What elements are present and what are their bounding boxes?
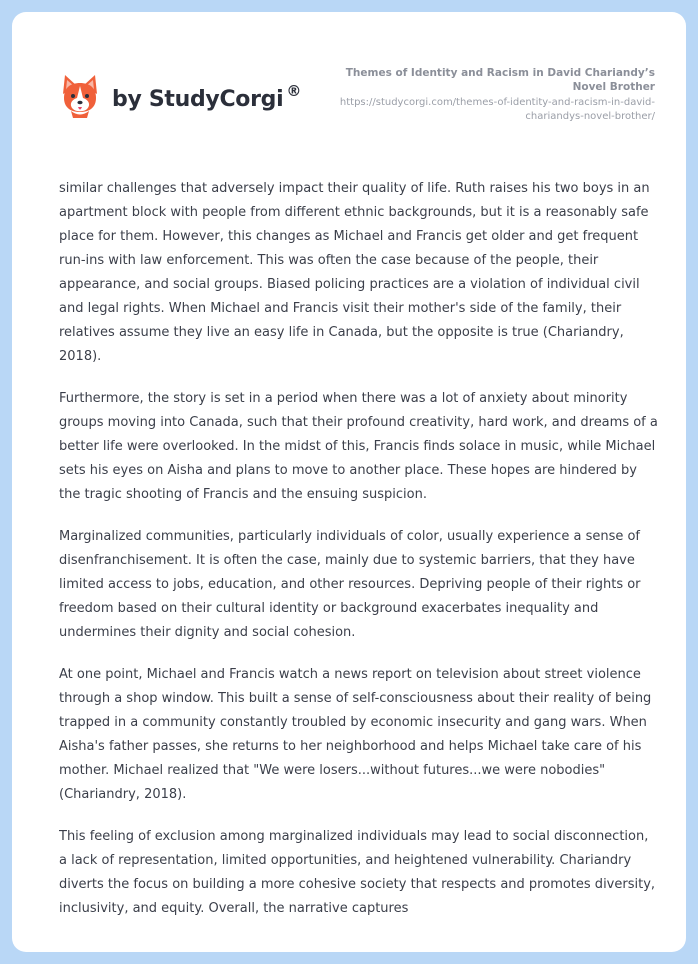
paragraph: similar challenges that adversely impact their quality of life. Ruth raises his two boys in an apartment block with people from different ethnic backgrounds, but it is a reasonably safe place for them. However, this changes as Michael and Francis get older and get frequent run-ins with law enforcement. This was often the case because of the people, their appearance, and social groups. Biased policing practices are a violation of individual civil and legal rights. When Michael and Francis visit their mother's side of the family, their relatives assume they live an easy life in Canada, but the opposite is true (Chariandry, 2018). — [59, 181, 650, 364]
studycorgi-logo[interactable] — [60, 74, 301, 120]
corgi-logo-icon — [60, 74, 100, 120]
brand-name-text: by StudyCorgi — [112, 87, 284, 112]
registered-mark: ® — [286, 82, 302, 100]
page-header — [12, 12, 686, 162]
paragraph: This feeling of exclusion among marginalized individuals may lead to social disconnection, a lack of representation, limited opportunities, and heightened vulnerability. Chariandry diverts the focus on building a more cohesive society that respects and promotes diversity, inclusivity, and equity. Overall, the narrative captures — [59, 829, 656, 916]
document-meta — [315, 66, 655, 124]
paragraph: Marginalized communities, particularly individuals of color, usually experience a sense of disenfranchisement. It is often the case, mainly due to systemic barriers, that they have limited access to jobs, education, and other resources. Depriving people of their rights or freedom based on their cultural identity or background exacerbates inequality and undermines their dignity and social cohesion. — [59, 529, 641, 640]
document-body — [59, 177, 659, 937]
paragraph: Furthermore, the story is set in a period when there was a lot of anxiety about minority groups moving into Canada, such that their profound creativity, hard work, and dreams of a better life were overlooked. In the midst of this, Francis finds solace in music, while Michael sets his eyes on Aisha and plans to move to another place. These hopes are hindered by the tragic shooting of Francis and the ensuing suspicion. — [59, 391, 658, 502]
brand-name — [112, 82, 301, 112]
document-title: Themes of Identity and Racism in David Chariandy’s Novel Brother — [345, 67, 655, 93]
paragraph: At one point, Michael and Francis watch a news report on television about street violence through a shop window. This built a sense of self-consciousness about their reality of being trapped in a community constantly troubled by economic insecurity and gang wars. When Aisha's father passes, she returns to her neighborhood and helps Michael take care of his mother. Michael realized that "We were losers...without futures...we were nobodies" (Chariandry, 2018). — [59, 667, 652, 802]
document-url[interactable]: https://studycorgi.com/themes-of-identity-and-racism-in-david-chariandys-novel-brother/ — [339, 97, 655, 122]
document-page — [12, 12, 686, 952]
